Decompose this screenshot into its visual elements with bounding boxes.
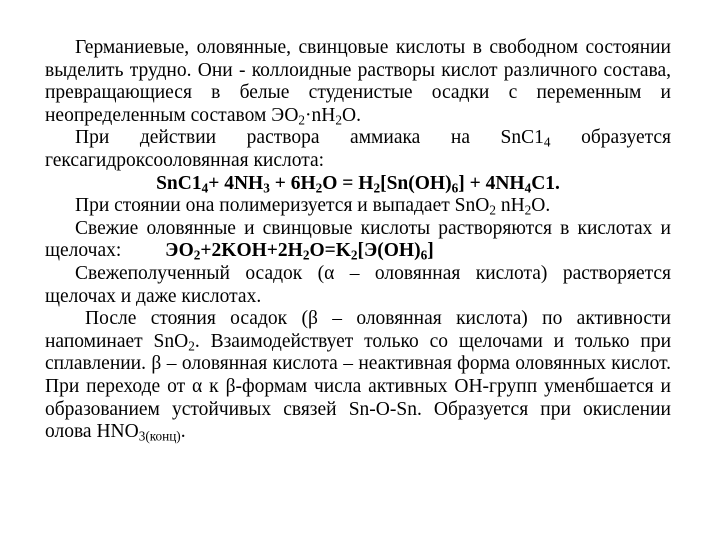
- paragraph-intro: [45, 37, 671, 127]
- eq-text: + 6H: [269, 172, 316, 194]
- subscript: 2: [335, 112, 342, 128]
- eq-text: [Sn(OH): [380, 172, 452, 194]
- subscript: 2: [298, 112, 306, 128]
- paragraph-alpha: Свежеполученный осадок (α – оловянная кислота) растворяется щелочах и даже кислотах.: [45, 262, 671, 307]
- paragraph-text: O.: [341, 104, 361, 126]
- document-body: [45, 37, 671, 444]
- subscript: 2: [315, 179, 323, 195]
- eq-text: SnC1: [156, 172, 202, 194]
- paragraph-text: ·nH: [305, 104, 336, 126]
- subscript: 4: [524, 179, 532, 195]
- eq-text: C1.: [531, 172, 560, 194]
- paragraph-text: O.: [531, 195, 551, 217]
- paragraph-text: .: [180, 421, 186, 443]
- eq-text: O=K: [309, 240, 351, 262]
- paragraph-text: образуется гексагидроксооловянная кислота:: [45, 127, 672, 171]
- subscript: 3: [263, 179, 270, 195]
- subscript: 2: [489, 202, 496, 218]
- paragraph-text: При действии раствора аммиака на SnC1: [75, 127, 544, 149]
- paragraph-dissolve: [45, 218, 671, 263]
- eq-text: ]: [427, 240, 434, 262]
- paragraph-beta: [45, 308, 671, 444]
- paragraph-text: Свежие оловянные и свинцовые кислоты растворяются в кислотах и щелочах:: [45, 217, 671, 262]
- paragraph-text: После стояния осадок (β – оловянная кислота) по активности напоминает SnO: [45, 308, 671, 352]
- paragraph-ammonia: [45, 127, 671, 172]
- subscript: 4: [543, 134, 551, 150]
- paragraph-polymerize: [45, 195, 671, 218]
- subscript: 6: [420, 247, 428, 263]
- paragraph-text: При стоянии она полимеризуется и выпадает SnO: [75, 195, 490, 217]
- eq-text: O = H: [322, 172, 374, 194]
- eq-text: +2KOH+2H: [200, 240, 303, 262]
- paragraph-text: nH: [495, 195, 525, 217]
- subscript: 2: [193, 247, 201, 263]
- subscript: 2: [524, 202, 532, 218]
- subscript: 2: [373, 179, 381, 195]
- subscript: 2: [302, 247, 310, 263]
- equation-koh: [165, 240, 434, 261]
- eq-text: [Э(OH): [357, 240, 421, 262]
- eq-text: + 4NH: [208, 172, 264, 194]
- paragraph-text: . Взаимодействует только со щелочами и только при сплавлении. β – оловянная кислота – неактивная форма оловянных кислот. При переходе от α к β-формам числа активных OH-групп уменбшается и образованием устойчивых связей Sn-O-Sn. Образуется при окислении олова HNO: [45, 330, 671, 443]
- subscript: 4: [201, 179, 209, 195]
- subscript: 6: [451, 179, 459, 195]
- subscript: 3(конц): [138, 428, 181, 444]
- eq-text: ] + 4NH: [458, 172, 525, 194]
- subscript: 2: [350, 247, 358, 263]
- subscript: 2: [188, 338, 195, 354]
- paragraph-text: Германиевые, оловянные, свинцовые кислоты в свободном состоянии выделить трудно. Они - коллоидные растворы кислот различного состава, превращающиеся в белые студенистые осадки с переменным и неопределенным составом ЭО: [45, 37, 671, 126]
- eq-text: ЭО: [165, 240, 194, 262]
- equation-hexahydroxo: [45, 173, 671, 196]
